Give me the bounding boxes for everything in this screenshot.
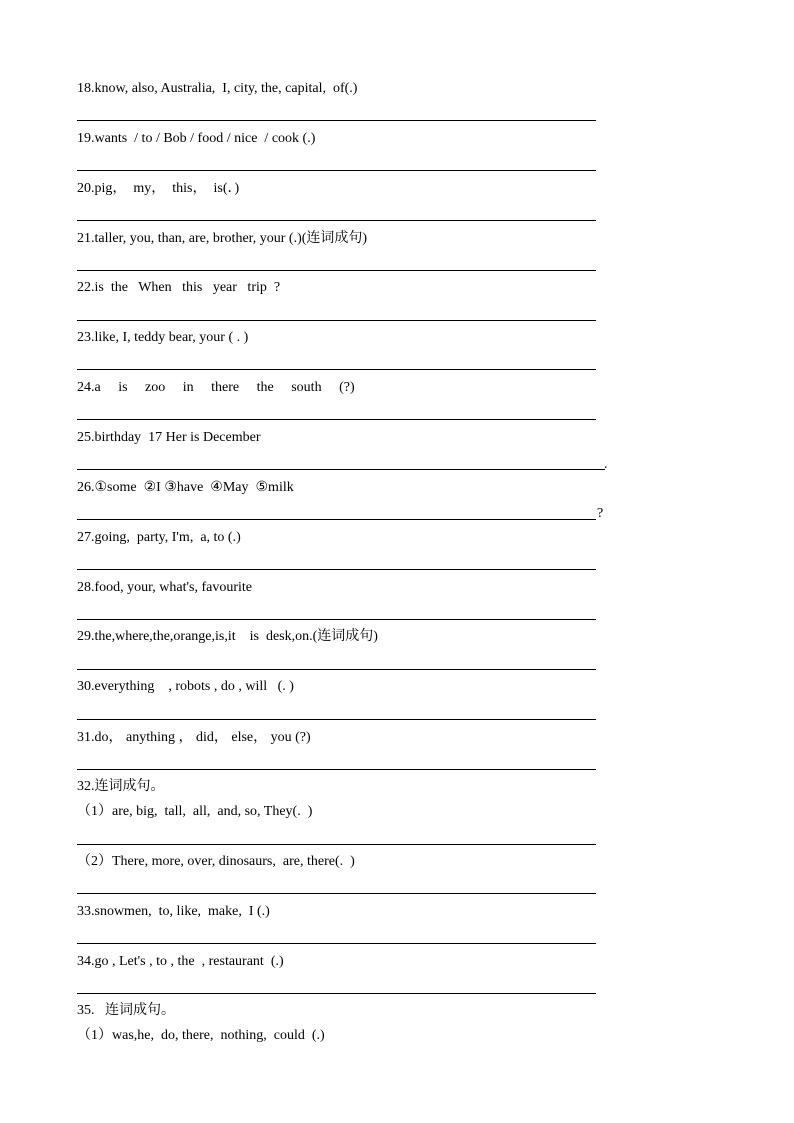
answer-line-21 (77, 270, 596, 271)
question-30: 30.everything , robots , do , will (. ) (77, 679, 294, 694)
answer-line-33 (77, 943, 596, 944)
question-32-heading: 32.连词成句。 (77, 779, 165, 794)
question-32-part-1: （1）are, big, tall, all, and, so, They(. ) (77, 804, 313, 819)
answer-line-32-1 (77, 844, 596, 845)
answer-line-28 (77, 619, 596, 620)
question-18: 18.know, also, Australia, I, city, the, capital, of(.) (77, 81, 358, 96)
answer-line-18 (77, 120, 596, 121)
answer-line-20 (77, 220, 596, 221)
question-31: 31.do， anything ， did， else， you (?) (77, 730, 311, 745)
answer-question-mark-26: ? (597, 506, 604, 521)
question-25: 25.birthday 17 Her is December (77, 430, 261, 445)
question-22: 22.is the When this year trip ? (77, 280, 281, 295)
answer-line-26 (77, 519, 596, 520)
answer-line-25 (77, 469, 605, 470)
answer-line-24 (77, 419, 596, 420)
answer-line-29 (77, 669, 596, 670)
question-19: 19.wants / to / Bob / food / nice / cook (.) (77, 131, 316, 146)
answer-line-22 (77, 320, 596, 321)
question-32-part-2: （2）There, more, over, dinosaurs, are, there(. ) (77, 854, 355, 869)
question-34: 34.go , Let's , to , the , restaurant (.) (77, 954, 284, 969)
question-35-part-1: （1）was,he, do, there, nothing, could (.) (77, 1028, 325, 1043)
question-23: 23.like, I, teddy bear, your ( . ) (77, 330, 249, 345)
answer-line-27 (77, 569, 596, 570)
question-29: 29.the,where,the,orange,is,it is desk,on.(连词成句) (77, 629, 378, 644)
answer-period-25: . (604, 457, 608, 472)
answer-line-31 (77, 769, 596, 770)
question-26: 26.①some ②I ③have ④May ⑤milk (77, 480, 294, 495)
answer-line-23 (77, 369, 596, 370)
question-21: 21.taller, you, than, are, brother, your (.)(连词成句) (77, 231, 368, 246)
answer-line-34 (77, 993, 596, 994)
question-33: 33.snowmen, to, like, make, I (.) (77, 904, 270, 919)
answer-line-19 (77, 170, 596, 171)
question-27: 27.going, party, I'm, a, to (.) (77, 530, 241, 545)
question-20: 20.pig， my， this， is(．) (77, 181, 240, 196)
answer-line-30 (77, 719, 596, 720)
question-28: 28.food, your, what's, favourite (77, 580, 252, 595)
question-35-heading: 35. 连词成句。 (77, 1003, 175, 1018)
answer-line-32-2 (77, 893, 596, 894)
question-24: 24.a is zoo in there the south (?) (77, 380, 355, 395)
